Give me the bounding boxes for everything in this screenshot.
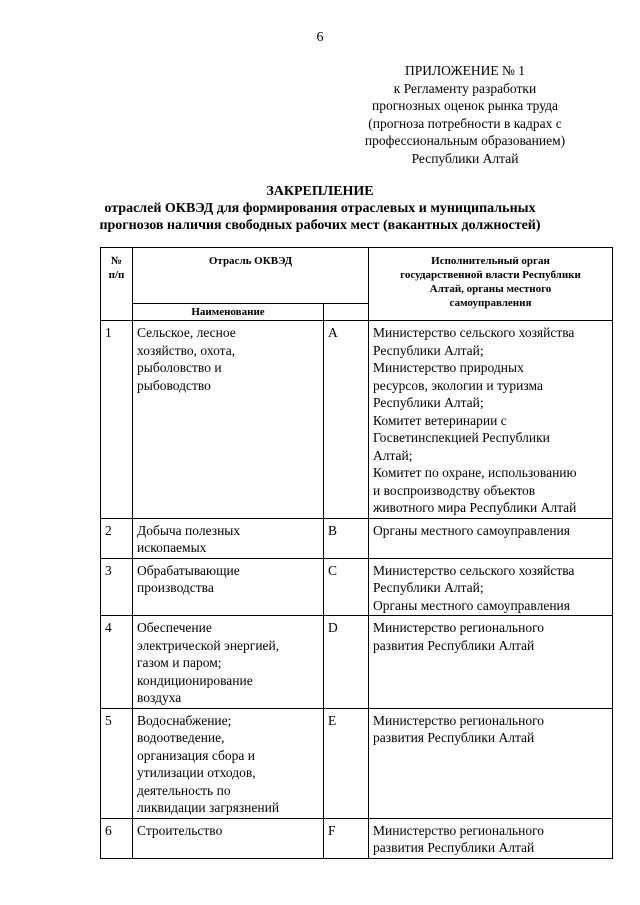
authority-line: Органы местного самоуправления (373, 522, 570, 538)
appendix-line: прогнозных оценок рынка труда (371, 98, 559, 113)
industry-name-line: Строительство (137, 822, 223, 838)
header-number-line: № (110, 255, 123, 267)
industry-name-line: Обеспечение (137, 620, 212, 635)
appendix-heading (330, 62, 600, 167)
row-okved-code: E (324, 708, 369, 818)
authority-line: Республики Алтай; (373, 395, 484, 410)
title-line: прогнозов наличия свободных рабочих мест (вакантных должностей) (99, 218, 541, 233)
authority-line: Министерство регионального (373, 822, 545, 838)
authority-line: Министерство природных (373, 360, 524, 375)
row-number: 5 (101, 708, 133, 818)
row-number: 3 (101, 558, 133, 616)
authority-line: развития Республики Алтай (373, 840, 535, 855)
row-okved-code: B (324, 518, 369, 558)
industry-name-line: рыболовство и (137, 360, 222, 375)
row-authority (369, 558, 613, 616)
industry-name-line: Обрабатывающие (137, 562, 240, 578)
row-industry-name (133, 321, 324, 519)
authority-line: Органы местного самоуправления (373, 597, 570, 613)
industry-name-line: кондиционирование (137, 672, 253, 688)
appendix-line: Республики Алтай (411, 150, 519, 166)
row-industry-name (133, 558, 324, 616)
title-line: ЗАКРЕПЛЕНИЕ (266, 184, 374, 199)
row-industry-name (133, 818, 324, 858)
authority-line: развития Республики Алтай (373, 637, 535, 653)
authority-line: Министерство регионального (373, 620, 545, 635)
industry-name-line: организация сбора и (137, 747, 255, 763)
authority-line: животного мира Республики Алтай (373, 500, 577, 515)
industry-name-line: деятельность по (137, 782, 231, 798)
header-authority-line: государственной власти Республики (400, 269, 581, 281)
authority-line: Госветинспекцией Республики (373, 430, 550, 445)
row-okved-code: F (324, 818, 369, 858)
appendix-line: (прогноза потребности в кадрах с (368, 115, 562, 131)
header-authority (369, 248, 613, 321)
appendix-line: к Регламенту разработки (393, 80, 537, 96)
table-row (101, 321, 613, 519)
industry-name-line: воздуха (137, 690, 182, 705)
row-number: 2 (101, 518, 133, 558)
authority-line: развития Республики Алтай (373, 730, 535, 745)
table-row (101, 518, 613, 558)
row-okved-code: D (324, 616, 369, 709)
authority-line: Республики Алтай; (373, 342, 484, 358)
industry-name-line: водоотведение, (137, 730, 225, 745)
industry-name-line: электрической энергией, (137, 637, 280, 653)
title-line: отраслей ОКВЭД для формирования отраслевых и муниципальных (104, 201, 536, 216)
table-row (101, 558, 613, 616)
authority-line: Алтай; (373, 447, 413, 463)
table-row (101, 616, 613, 709)
industry-name-line: Сельское, лесное (137, 325, 236, 340)
industry-name-line: ликвидации загрязнений (137, 800, 280, 815)
industry-name-line: Добыча полезных (137, 522, 241, 538)
header-name: Наименование (133, 304, 324, 321)
industry-name-line: хозяйство, охота, (137, 342, 236, 358)
header-authority-line: самоуправления (449, 297, 532, 309)
authority-line: Комитет ветеринарии с (373, 412, 507, 428)
appendix-line: профессиональным образованием) (364, 133, 566, 148)
header-number-line: п/п (108, 269, 125, 281)
page-number: 6 (316, 30, 324, 45)
row-industry-name (133, 616, 324, 709)
row-industry-name (133, 708, 324, 818)
table-row (101, 818, 613, 858)
industry-name-line: производства (137, 580, 214, 595)
authority-line: Комитет по охране, использованию (373, 465, 577, 480)
document-title (0, 183, 640, 234)
header-number (101, 248, 133, 321)
header-authority-line: Алтай, органы местного (429, 283, 552, 295)
row-okved-code: A (324, 321, 369, 519)
industry-name-line: Водоснабжение; (137, 712, 232, 728)
row-number: 4 (101, 616, 133, 709)
authority-line: Министерство регионального (373, 712, 545, 728)
industry-name-line: ископаемых (137, 540, 207, 555)
header-authority-line: Исполнительный орган (431, 255, 550, 267)
okved-assignment-table (100, 247, 613, 859)
industry-name-line: газом и паром; (137, 655, 222, 670)
row-authority (369, 518, 613, 558)
row-authority (369, 708, 613, 818)
authority-line: ресурсов, экологии и туризма (373, 377, 543, 393)
row-number: 1 (101, 321, 133, 519)
row-number: 6 (101, 818, 133, 858)
appendix-line: ПРИЛОЖЕНИЕ № 1 (404, 63, 526, 78)
industry-name-line: рыбоводство (137, 377, 211, 393)
authority-line: Республики Алтай; (373, 580, 484, 595)
row-authority (369, 616, 613, 709)
row-okved-code: C (324, 558, 369, 616)
header-code (324, 304, 369, 321)
industry-name-line: утилизации отходов, (137, 765, 256, 780)
authority-line: Министерство сельского хозяйства (373, 562, 575, 578)
table-row (101, 708, 613, 818)
header-okved: Отрасль ОКВЭД (133, 248, 369, 304)
row-authority (369, 818, 613, 858)
authority-line: Министерство сельского хозяйства (373, 325, 575, 340)
row-industry-name (133, 518, 324, 558)
row-authority (369, 321, 613, 519)
authority-line: и воспроизводству объектов (373, 482, 536, 498)
